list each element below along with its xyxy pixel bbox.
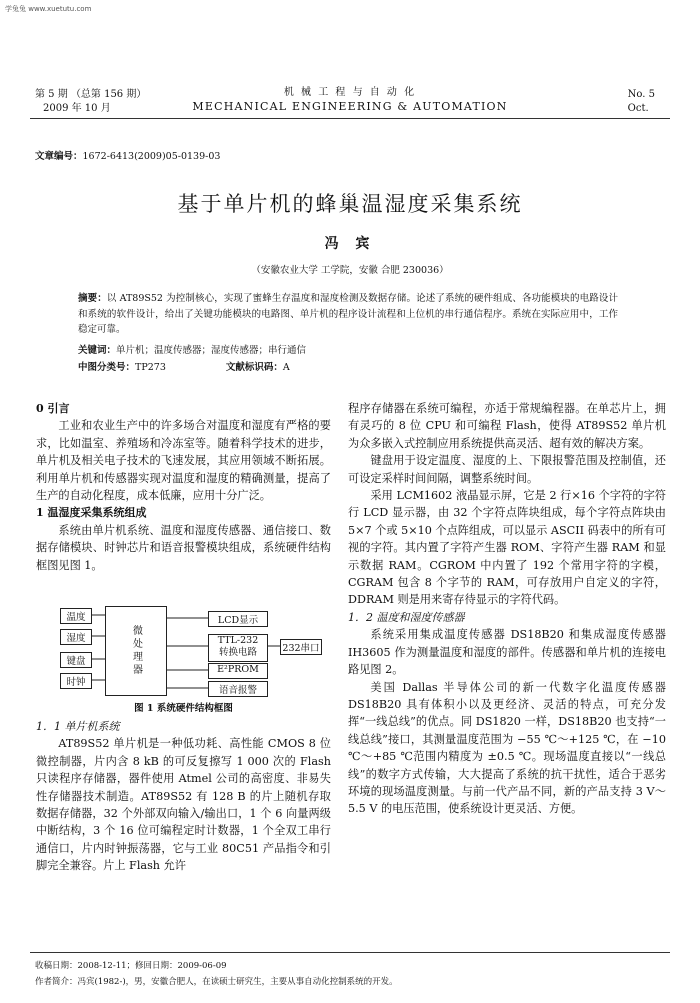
figure-1-caption: 图 1 系统硬件结构框图: [134, 703, 233, 714]
system-paragraph: 系统由单片机系统、温度和湿度传感器、通信接口、数据存储模块、时钟芯片和语音报警模块组成，系统硬件结构框图见图 1。: [36, 523, 331, 572]
issue-date: 2009 年 10 月: [43, 103, 111, 114]
issue-info: [35, 88, 146, 116]
article-number: [35, 148, 220, 162]
journal-name-cn: 机 械 工 程 与 自 动 化: [283, 87, 417, 98]
intro-paragraph: 工业和农业生产中的许多场合对温度和湿度有严格的要求，比如温室、养殖场和冷冻室等。随着科学技术的进步，单片机及相关电子技术的飞速发展，其应用领域不断拓展。利用单片机和传感器实现对温度和湿度的精确测量，提高了生产的自动化程度，成本低廉，应用十分广泛。: [36, 419, 331, 503]
serial-port-block: 232串口: [280, 639, 322, 655]
author-affiliation: （安徽农业大学 工学院，安徽 合肥 230036）: [251, 265, 449, 276]
ds18b20-paragraph: 美国 Dallas 半导体公司的新一代数字化温度传感器 DS18B20 具有体积小以及更经济、灵活的特点，可充分发挥“一线总线”的优点。同 DS1820 一样，DS18B20 也支持“一线总线”接口，其测量温度范围为 −55 ℃～+125 ℃，在 −10 ℃～+85 ℃范围内精度为 ±0.5 ℃。现场温度直接以“一线总线”的数字方式传输，大大提高了系统的抗干扰性，适合于恶劣环境的现场温度测量。与前一代产品不同，新的产品支持 3 V～5.5 V 的电压范围，使系统设计更灵活、方便。: [348, 680, 666, 816]
clc-label: 中图分类号：: [78, 362, 136, 373]
section-heading-system: 1 温湿度采集系统组成: [36, 506, 147, 520]
keyboard-block: 键盘: [60, 652, 92, 668]
abstract: [78, 291, 618, 338]
abstract-text: 以 AT89S52 为控制核心，实现了蜜蜂生存温度和湿度检测及数据存储。论述了系统的硬件组成、各功能模块的电路设计和系统的软件设计，给出了关键功能模块的电路图、单片机的程序设计流程和上位机的串行通信程序。系统在实际应用中，工作稳定可靠。: [78, 293, 618, 335]
ttl-232-block: [208, 634, 268, 662]
mcu-paragraph-continued: 程序存储器在系统可编程，亦适于常规编程器。在单芯片上，拥有灵巧的 8 位 CPU 和可编程 Flash，使得 AT89S52 单片机为众多嵌入式控制应用系统提供高灵活、超有效的解决方案。: [348, 402, 666, 450]
issue-month-en: Oct.: [627, 103, 649, 114]
temperature-block: 温度: [60, 608, 92, 624]
sensor-paragraph: 系统采用集成温度传感器 DS18B20 和集成湿度传感器 IH3605 作为测量温度和湿度的部件。传感器和单片机的连接电路见图 2。: [348, 628, 666, 677]
journal-name: [180, 86, 520, 114]
subsection-heading-sensors: 1．2 温度和湿度传感器: [348, 610, 465, 624]
issue-no-en: No. 5: [627, 89, 655, 100]
subsection-heading-mcu: 1．1 单片机系统: [36, 720, 120, 733]
eeprom-block: E²PROM: [208, 663, 268, 679]
received-dates: 收稿日期：2008-12-11；修回日期：2009-06-09: [35, 961, 227, 971]
issue-info-en: [628, 88, 655, 116]
converter-label: 转换电路: [218, 647, 257, 658]
left-column-top: [36, 400, 331, 574]
humidity-block: 湿度: [60, 629, 92, 645]
author-bio: 作者简介：冯宾(1982-)，男，安徽合肥人，在读硕士研究生，主要从事自动化控制系统的开发。: [35, 977, 398, 987]
lcd-paragraph: 采用 LCM1602 液晶显示屏，它是 2 行×16 个字符的字符行 LCD 显示器，由 32 个字符点阵块组成，每个字符点阵块由 5×7 个或 5×10 个点阵组成，可以显示 ASCII 码表中的所有可视的字符。其内置了字符产生器 ROM、字符产生器 RAM 和显示数据 RAM。CGROM 中内置了 192 个常用字符的字模，CGRAM 包含 8 个字节的 RAM，可存放用户自定义的字符，DDRAM 则是用来寄存待显示的字符代码。: [348, 489, 666, 607]
clc-value: TP273: [135, 362, 166, 373]
classification: [78, 359, 290, 373]
paper-title: 基于单片机的蜂巢温湿度采集系统: [177, 192, 523, 216]
paper-author: 冯 宾: [324, 236, 376, 252]
voice-alarm-block: 语音报警: [208, 681, 268, 697]
section-heading-intro: 0 引言: [36, 402, 70, 415]
doc-code-value: A: [282, 362, 290, 373]
abstract-label: 摘要：: [78, 293, 107, 304]
figure-1-block-diagram: [60, 606, 320, 696]
clock-block: 时钟: [60, 673, 92, 689]
mcu-paragraph: AT89S52 单片机是一种低功耗、高性能 CMOS 8 位微控制器，片内含 8 kB 的可反复擦写 1 000 次的 Flash 只读程序存储器，器件使用 Atmel 公司的高密度、非易失性存储器技术制造。AT89S52 有 128 B 的片上随机存取数据存储器，32 个外部双向输入/输出口，1 个 6 向量两级中断结构，3 个 16 位可编程定时计数器，1 个全双工串行通信口，片内时钟振荡器，它与工业 80C51 产品指令和引脚完全兼容。片上 Flash 允许: [36, 737, 331, 873]
keywords-text: 单片机；温度传感器；湿度传感器；串行通信: [116, 345, 307, 356]
header-rule: [30, 118, 670, 119]
watermark: 学兔兔 www.xuetutu.com: [5, 5, 92, 13]
issue-number: 第 5 期 （总第 156 期）: [35, 89, 147, 100]
lcd-display-block: LCD显示: [208, 611, 268, 627]
article-number-value: 1672-6413(2009)05-0139-03: [82, 151, 221, 162]
keyboard-paragraph: 键盘用于设定温度、湿度的上、下限报警范围及控制值，还可设定采样时间间隔，调整系统时间。: [348, 454, 666, 485]
doc-code-label: 文献标识码：: [225, 362, 283, 373]
keywords: [78, 342, 306, 356]
right-column: [348, 400, 666, 818]
article-number-label: 文章编号：: [35, 151, 83, 162]
keywords-label: 关键词：: [78, 345, 117, 356]
left-column-bottom: [36, 718, 331, 875]
journal-name-en: MECHANICAL ENGINEERING & AUTOMATION: [192, 100, 508, 113]
ttl-232-label: TTL-232: [217, 635, 259, 646]
footnote-rule: [30, 952, 670, 953]
microprocessor-block: 微处理器: [105, 606, 167, 696]
